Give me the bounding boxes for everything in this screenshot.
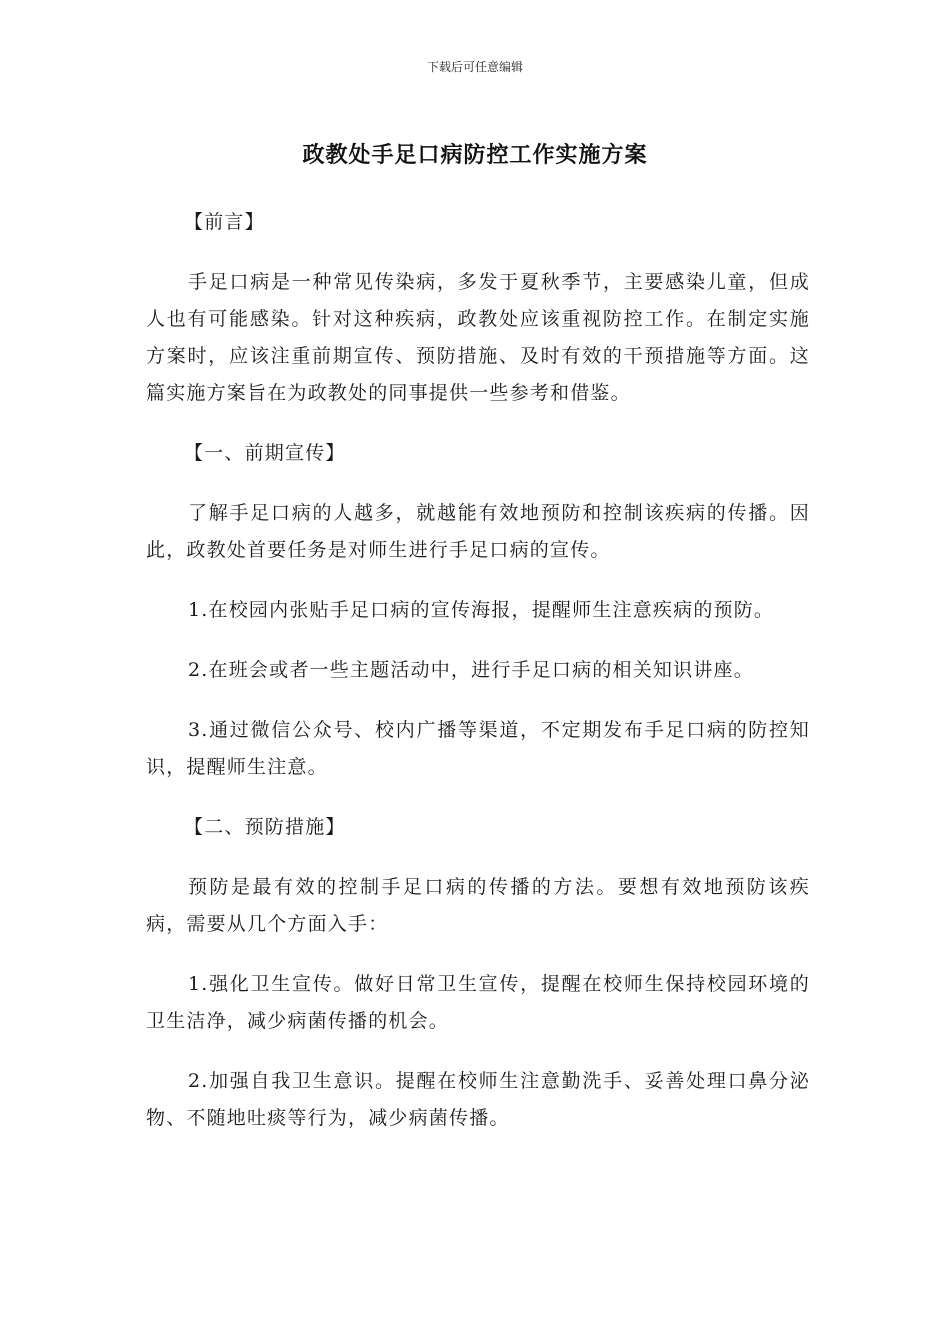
header-note: 下载后可任意编辑	[426, 60, 523, 74]
prevention-item-1: 1.强化卫生宣传。做好日常卫生宣传，提醒在校师生保持校园环境的卫生洁净，减少病菌传播的机会。	[146, 973, 810, 1032]
preface-paragraph: 手足口病是一种常见传染病，多发于夏秋季节，主要感染儿童，但成人也有可能感染。针对这种疾病，政教处应该重视防控工作。在制定实施方案时，应该注重前期宣传、预防措施、及时有效的干预措施等方面。这篇实施方案旨在为政教处的同事提供一些参考和借鉴。	[146, 271, 810, 404]
prevention-item-2: 2.加强自我卫生意识。提醒在校师生注意勤洗手、妥善处理口鼻分泌物、不随地吐痰等行为，减少病菌传播。	[146, 1070, 810, 1129]
section-heading-publicity: 【一、前期宣传】	[184, 442, 346, 464]
document-title: 政教处手足口病防控工作实施方案	[302, 143, 648, 168]
prevention-paragraph: 预防是最有效的控制手足口病的传播的方法。要想有效地预防该疾病，需要从几个方面入手：	[146, 876, 810, 935]
publicity-item-1: 1.在校园内张贴手足口病的宣传海报，提醒师生注意疾病的预防。	[188, 599, 775, 621]
section-heading-preface: 【前言】	[184, 211, 265, 233]
document-body	[146, 204, 810, 1160]
publicity-item-3: 3.通过微信公众号、校内广播等渠道，不定期发布手足口病的防控知识，提醒师生注意。	[146, 719, 810, 778]
section-heading-prevention: 【二、预防措施】	[184, 816, 346, 838]
publicity-paragraph: 了解手足口病的人越多，就越能有效地预防和控制该疾病的传播。因此，政教处首要任务是对师生进行手足口病的宣传。	[146, 502, 810, 561]
publicity-item-2: 2.在班会或者一些主题活动中，进行手足口病的相关知识讲座。	[188, 659, 754, 681]
